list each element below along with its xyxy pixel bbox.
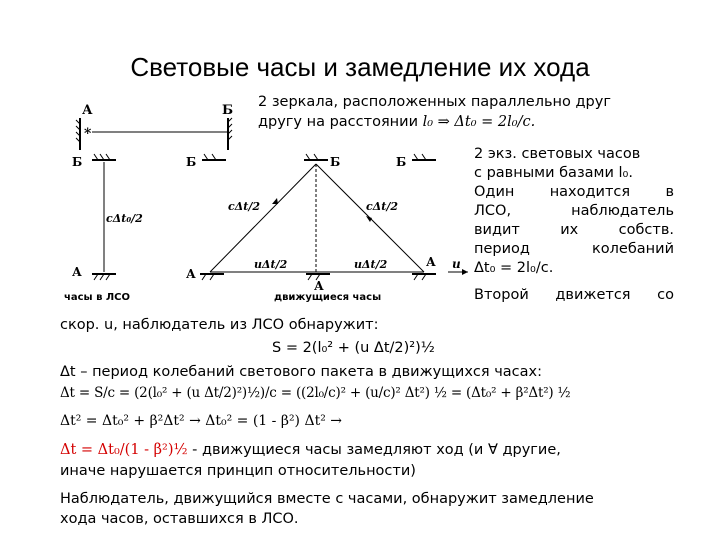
right-line-5-w2: их	[560, 222, 579, 238]
body-line-5: Δt² = Δt₀² + β²Δt² → Δt₀² = (1 - β²) Δt² →	[60, 413, 342, 429]
tri-label-a-bottom: А	[314, 279, 324, 293]
tri-c-right: cΔt/2	[366, 200, 398, 213]
right-line-7: Δt₀ = 2l₀/c.	[474, 260, 554, 276]
right-line-8-w3: со	[657, 287, 674, 303]
right-line-1: 2 экз. световых часов	[474, 146, 641, 162]
body-line-7: иначе нарушается принцип относительности)	[60, 463, 416, 479]
right-caption: движущиеся часы	[274, 292, 382, 303]
left-caption: часы в ЛСО	[64, 292, 131, 303]
right-line-3-w1: Один	[474, 184, 515, 200]
right-line-4	[474, 202, 674, 221]
left-mid-label: cΔt₀/2	[106, 212, 143, 225]
tri-u-label: u	[452, 257, 461, 271]
body-line-6-formula: Δt = Δt₀/(1 - β²)½	[60, 442, 188, 458]
left-label-a: А	[72, 265, 82, 279]
top-label-a: А	[82, 103, 93, 118]
tri-c-left: cΔt/2	[228, 200, 260, 213]
right-line-2: с равными базами l₀.	[474, 165, 633, 181]
body-line-9: хода часов, оставшихся в ЛСО.	[60, 511, 299, 527]
star-icon: *	[84, 126, 92, 142]
tri-label-b-top: Б	[330, 155, 341, 169]
right-line-5-w3: собств.	[618, 222, 674, 238]
tri-u-right: uΔt/2	[354, 258, 388, 271]
right-line-8	[474, 286, 674, 305]
body-line-4: Δt = S/c = (2(l₀² + (u Δt/2)²)½)/c = ((2l₀/c)² + (u/c)² Δt²) ½ = (Δt₀² + β²Δt²) ½	[60, 385, 571, 401]
left-clock	[64, 154, 143, 303]
top-clock	[76, 103, 233, 150]
body-line-8: Наблюдатель, движущийся вместе с часами, обнаружит замедление	[60, 491, 594, 507]
right-line-5-w1: видит	[474, 222, 520, 238]
body-line-6-text: - движущиеся часы замедляют ход (и ∀ другие,	[187, 442, 561, 458]
body-line-3: Δt – период колебаний светового пакета в движущихся часах:	[60, 364, 542, 380]
right-line-6-w1: период	[474, 241, 530, 257]
tri-label-b-right: Б	[396, 155, 407, 169]
page-title: Световые часы и замедление их хода	[130, 52, 590, 82]
right-line-3-w3: в	[665, 184, 674, 200]
moving-clock	[186, 154, 468, 303]
intro-line-1: 2 зеркала, расположенных параллельно друг	[258, 94, 611, 110]
tri-label-a-left: А	[186, 267, 196, 281]
intro-line-2	[258, 113, 535, 132]
right-line-5	[474, 221, 674, 240]
tri-u-left: uΔt/2	[254, 258, 288, 271]
body-line-2: S = 2(l₀² + (u Δt/2)²)½	[272, 340, 435, 356]
body-line-6	[60, 441, 561, 460]
left-label-b: Б	[72, 155, 83, 169]
right-line-4-w1: ЛСО,	[474, 203, 512, 219]
top-label-b: Б	[222, 103, 234, 118]
tri-label-a-right: А	[426, 255, 436, 269]
tri-label-b-left: Б	[186, 155, 197, 169]
intro-line-2-text: другу на расстоянии	[258, 114, 423, 130]
right-line-8-w1: Второй	[474, 287, 529, 303]
right-line-4-w2: наблюдатель	[571, 203, 674, 219]
right-line-6	[474, 240, 674, 259]
body-line-1: скор. u, наблюдатель из ЛСО обнаружит:	[60, 317, 379, 333]
right-line-6-w2: колебаний	[592, 241, 674, 257]
intro-line-2-formula: l₀ ⇒ Δt₀ = 2l₀/c.	[422, 114, 536, 130]
right-line-3-w2: находится	[549, 184, 631, 200]
right-line-8-w2: движется	[555, 287, 631, 303]
right-line-3	[474, 183, 674, 202]
